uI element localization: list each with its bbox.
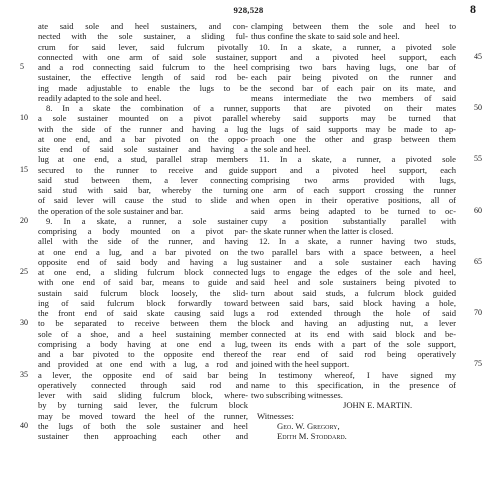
text-line [20,318,248,329]
text-line: clamping between them the sole and heel to [251,21,456,31]
text-line: whereby said supports may be turned that [251,113,456,124]
text-line: each pair being pivoted on the runner and [251,72,456,83]
text-line: means intermediate the two members of said [251,92,456,103]
line-number: 55 [474,154,482,164]
text-line: one arm of each support crossing the runner [251,185,456,195]
text-line: 8. In a skate the combination of a runner, [46,103,248,113]
text-line: lever with said sliding fulcrum block, where- [38,390,248,400]
line-text: supports that are pivoted on their mates [251,103,456,113]
line-number: 40 [20,420,28,430]
text-line: support and a pivoted heel support, each [251,164,456,175]
text-line: connected at its end with said block and be- [251,328,456,339]
line-text: a sole sustainer mounted on a pivot parallel [38,113,248,124]
text-line: said heel and sole sustainers being pivoted to [251,277,456,288]
line-text: the lugs of both the sole sustainer and heel [38,420,248,431]
line-number: 5 [20,62,24,71]
text-line: block and having an adjusting nut, a lever [251,318,456,329]
text-line: operatively connected through said rod and [38,379,248,390]
text-line: turn about said studs, a fulcrum block guided [251,287,456,298]
line-text: joined with the heel support. [251,359,350,370]
line-text: 9. In a skate, a runner, a sole sustainer [46,215,248,226]
text-line: 10. In a skate, a runner, a pivoted sole [259,41,456,52]
text-line: two subscribing witnesses. [251,390,343,400]
witness-name: Edith M. Stoddard. [277,431,347,441]
text-line: lugs to engage the edges of the sole and heel, [251,267,456,277]
text-line: at one end a lug, and a bar pivoted on the [38,246,248,257]
text-line: sustain said fulcrum block loosely, the slid- [38,287,248,298]
text-line: the lugs of said supports may be made to ap- [251,123,456,134]
text-line: sustainer then approaching each other and [38,431,248,441]
line-text: secured to the runner to receive and guide [38,164,248,175]
text-line: opposite end of said body and having a lug [38,256,248,267]
text-line: comprising two arms provided with lugs, [251,174,456,185]
text-line: tween its ends with a part of the sole support, [251,338,456,349]
text-line: connected with one arm of said sole sustainer, [38,51,248,62]
page-number: 8 [470,2,476,16]
witnesses-label: Witnesses: [257,410,294,421]
line-text: 11. In a skate, a runner, a pivoted sole [259,154,456,165]
text-line: comprising a body mounted on a pivot par- [38,226,248,236]
text-line: and a bar pivoted to the opposite end thereof [38,349,248,359]
right-column [251,21,482,441]
left-column [20,21,248,441]
text-line: with one end of said bar, means to guide and [38,277,248,288]
text-line: the rear end of said rod being operatively [251,349,456,359]
text-line: by by turning said lever, the fulcrum block [38,400,248,411]
text-line: name to this specification, in the presence of [251,379,456,390]
text-line: allel with the side of the runner, and having [38,236,248,247]
line-number: 75 [474,359,482,369]
signature-name: JOHN E. MARTIN. [343,400,413,411]
text-line: ate said sole and heel sustainers, and con- [38,21,248,31]
line-number: 60 [474,205,482,215]
line-number: 45 [474,51,482,61]
text-line [20,420,248,431]
text-line: between said bars, said block having a hole, [251,297,456,308]
text-line: thus confine the skate to said sole and heel. [251,31,400,42]
line-number: 10 [20,113,28,123]
text-line: In testimony whereof, I have signed my [259,369,456,380]
text-line [251,359,482,370]
text-line: sustainer, the effective length of said rod be- [38,72,248,83]
text-line [20,164,248,175]
text-line [20,62,248,72]
line-text: to be separated to receive between them the [38,318,248,329]
text-line [20,215,248,226]
text-line: sole of a shoe, and a heel sustaining member [38,328,248,339]
text-line [251,154,482,165]
text-line: may be moved toward the heel of the runner, [38,410,248,421]
line-number: 30 [20,318,28,328]
text-line [251,256,482,267]
text-line: at one end, and a bar pivoted on the oppo- [38,133,248,144]
text-line: ing of said fulcrum block forwardly toward [38,297,248,308]
text-line: two parallel bars with a space between, a heel [251,246,456,257]
text-line: when open in their operative positions, all of [251,195,456,206]
line-text: and a rod connecting said fulcrum to the heel [38,62,248,72]
text-line: of said lever will cause the stud to slide and [38,195,248,206]
text-line [251,103,482,113]
text-line: ing made adjustable to enable the lugs to be [38,82,248,93]
text-line: lug at one end, a stud, parallel strap members [38,154,248,165]
line-number: 50 [474,103,482,112]
line-text: support and a pivoted heel support, each [251,51,456,62]
text-line: comprising a body having at one end a lug, [38,338,248,349]
text-line: the second bar of each pair on its mate, and [251,82,456,93]
text-line: and provided at one end with a lug, a rod and [38,359,248,370]
text-line: readily adapted to the sole and heel. [38,92,162,103]
witness-name: Geo. W. Gregory, [277,420,340,431]
line-text: a rod extended through the hole of said [251,308,456,318]
text-line: the front end of said skate causing said lugs [38,308,248,318]
line-text: at one end, a sliding fulcrum block connected [38,267,248,277]
text-line: nected with the sole sustainer, a sliding ful- [38,31,248,42]
line-number: 25 [20,267,28,276]
text-line: the sole and heel. [251,144,311,154]
text-line [20,369,248,380]
text-line: site end of said sole sustainer and having a [38,144,248,154]
patent-number: 928,528 [233,5,264,15]
text-line: crum for said lever, said fulcrum pivotally [38,41,248,52]
text-line [251,205,482,216]
line-number: 20 [20,215,28,225]
text-line: the skate runner when the latter is closed. [251,226,394,236]
line-text: a lever, the opposite end of said bar being [38,369,248,380]
line-text: sustainer and a sole sustainer each having [251,256,456,267]
text-line: comprising two bars having lugs, one bar of [251,62,456,72]
text-line [251,308,482,318]
text-line: 12. In a skate, a runner having two studs, [259,236,456,247]
text-line [251,51,482,62]
line-text: said arms being adapted to be turned to oc- [251,205,456,216]
line-number: 65 [474,256,482,266]
text-line [20,113,248,124]
line-number: 35 [20,369,28,379]
text-line: cupy a position substantially parallel with [251,215,456,226]
text-line: with the side of the runner and having a lug [38,123,248,134]
text-line: said stud with said bar, whereby the turning [38,185,248,195]
line-number: 70 [474,308,482,317]
text-line: proach one the other and grasp between them [251,133,456,144]
text-line: the operation of the sole sustainer and bar. [38,205,184,216]
text-line: said stud between them, a lever connecting [38,174,248,185]
text-line [20,267,248,277]
line-number: 15 [20,164,28,174]
